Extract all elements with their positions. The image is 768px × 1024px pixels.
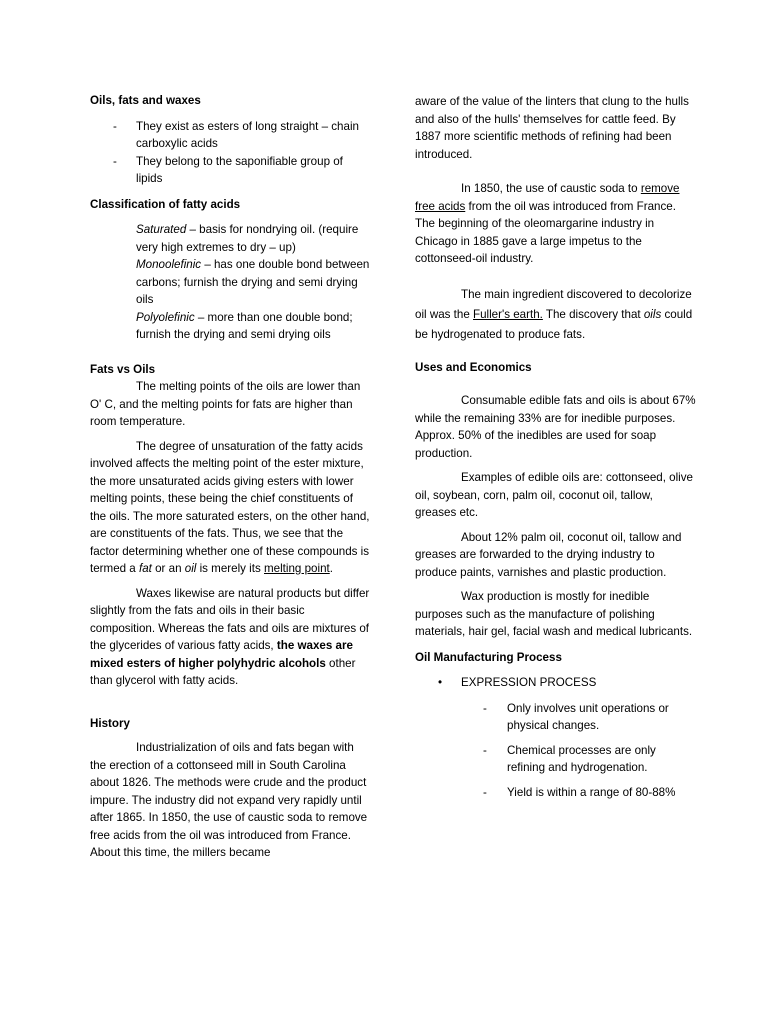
expression-sub-list bbox=[415, 700, 697, 802]
history-continued-paragraph: aware of the value of the linters that clung to the hulls and also of the hulls' themselves for cattle feed. By 1887 more scientific methods of refining had been introduced. bbox=[415, 95, 689, 161]
process-list bbox=[415, 674, 697, 692]
fullers-earth-term: Fuller's earth. bbox=[473, 307, 543, 321]
waxes-paragraph bbox=[90, 585, 372, 690]
list-item: - They exist as esters of long straight – chain carboxylic acids bbox=[90, 118, 372, 153]
fats-vs-oils-paragraph-1: The melting points of the oils are lower than O' C, and the melting points for fats are higher than room temperature. bbox=[90, 380, 361, 428]
list-item bbox=[415, 700, 697, 735]
text-segment: or an bbox=[151, 562, 185, 575]
polyolefinic-definition bbox=[136, 309, 372, 344]
oils-heading: Oils, fats and waxes bbox=[90, 94, 201, 107]
fats-vs-oils-heading: Fats vs Oils bbox=[90, 362, 156, 376]
text-segment: from the oil was introduced from France. The beginning of the oleomargarine industry in Chicago in 1885 gave a large impetus to the cottonseed-oil industry. bbox=[415, 199, 676, 265]
text-segment: other than glycerol with fatty acids. bbox=[90, 656, 356, 687]
oils-term: oils bbox=[643, 307, 662, 321]
dash-icon: - bbox=[483, 743, 487, 757]
oil-term: oil bbox=[184, 562, 197, 575]
waxes-bold-text: the waxes are mixed esters of higher polyhydric alcohols bbox=[90, 639, 353, 670]
classification-heading: Classification of fatty acids bbox=[90, 197, 241, 211]
dash-icon: - bbox=[483, 701, 487, 715]
left-column bbox=[90, 92, 372, 862]
uses-paragraph-1: Consumable edible fats and oils is about 67% while the remaining 33% are for inedible purposes. Approx. 50% of the inedibles are used for soap production. bbox=[415, 394, 696, 460]
dash-icon: - bbox=[483, 785, 487, 799]
remove-free-acids-term: remove free acids bbox=[415, 182, 680, 213]
text-segment: The degree of unsaturation of the fatty acids involved affects the melting point of the ester mixture, the more unsaturated acids giving esters with lower melting points, these being the chief constituents of the oils. The more saturated esters, on the other hand, are constituents of the fats. Thus, we see that the factor determining whether one of these compounds is termed a bbox=[90, 439, 370, 575]
oils-list bbox=[90, 118, 372, 188]
text-segment: . bbox=[329, 562, 333, 575]
list-item-text: Yield is within a range of 80-88% bbox=[507, 785, 676, 799]
fullers-earth-paragraph bbox=[415, 285, 697, 345]
saturated-term: Saturated bbox=[136, 223, 187, 236]
uses-heading: Uses and Economics bbox=[415, 360, 532, 374]
uses-paragraph-3: About 12% palm oil, coconut oil, tallow and greases are forwarded to the drying industry to produce paints, varnishes and plastic production. bbox=[415, 530, 682, 579]
polyolefinic-term: Polyolefinic bbox=[136, 310, 195, 324]
list-item bbox=[415, 784, 697, 802]
expression-process-label: EXPRESSION PROCESS bbox=[461, 676, 597, 689]
polyolefinic-text: – more than one double bond; furnish the drying and semi drying oils bbox=[136, 310, 353, 341]
bullet-icon: • bbox=[438, 676, 443, 689]
caustic-soda-paragraph bbox=[415, 180, 697, 268]
text-segment: Waxes likewise are natural products but differ slightly from the fats and oils in their basic composition. Whereas the fats and oils are mixtures of the glycerides of various fatty acids, bbox=[90, 586, 370, 652]
list-item: - They belong to the saponifiable group of lipids bbox=[90, 153, 372, 188]
history-heading: History bbox=[90, 716, 130, 730]
saturated-text: – basis for nondrying oil. (require very high extremes to dry – up) bbox=[136, 223, 359, 254]
monoolefinic-text: – has one double bond between carbons; furnish the drying and semi drying oils bbox=[136, 258, 370, 306]
list-item-text: Only involves unit operations or physical changes. bbox=[507, 701, 669, 732]
list-item-text: Chemical processes are only refining and hydrogenation. bbox=[507, 743, 656, 774]
text-segment: The discovery that bbox=[542, 307, 644, 321]
monoolefinic-definition bbox=[136, 256, 372, 309]
text-segment: is merely its bbox=[196, 562, 264, 575]
text-segment: The main ingredient discovered to decolorize oil was the bbox=[415, 287, 692, 321]
list-item bbox=[415, 674, 697, 692]
history-paragraph: Industrialization of oils and fats began with the erection of a cottonseed mill in South Carolina about 1826. The methods were crude and the product impure. The industry did not expand very rapidly until after 1865. In 1850, the use of caustic soda to remove free acids from the oil was introduced from France. About this time, the millers became bbox=[90, 741, 368, 859]
monoolefinic-term: Monoolefinic bbox=[136, 258, 202, 271]
list-item bbox=[415, 742, 697, 777]
saturated-definition bbox=[136, 221, 372, 256]
fatty-acid-definitions bbox=[90, 221, 372, 344]
oil-manufacturing-heading: Oil Manufacturing Process bbox=[415, 650, 562, 664]
melting-point-term: melting point bbox=[264, 562, 330, 575]
text-segment: In 1850, the use of caustic soda to bbox=[461, 182, 641, 195]
fats-vs-oils-paragraph-2 bbox=[90, 438, 372, 578]
right-column bbox=[415, 93, 697, 801]
uses-paragraph-2: Examples of edible oils are: cottonseed, olive oil, soybean, corn, palm oil, coconut oil, tallow, greases etc. bbox=[415, 471, 694, 519]
uses-paragraph-4: Wax production is mostly for inedible purposes such as the manufacture of polishing materials, hair gel, facial wash and medical lubricants. bbox=[415, 590, 693, 638]
text-segment: could be hydrogenated to produce fats. bbox=[415, 307, 693, 341]
fat-term: fat bbox=[138, 562, 152, 575]
